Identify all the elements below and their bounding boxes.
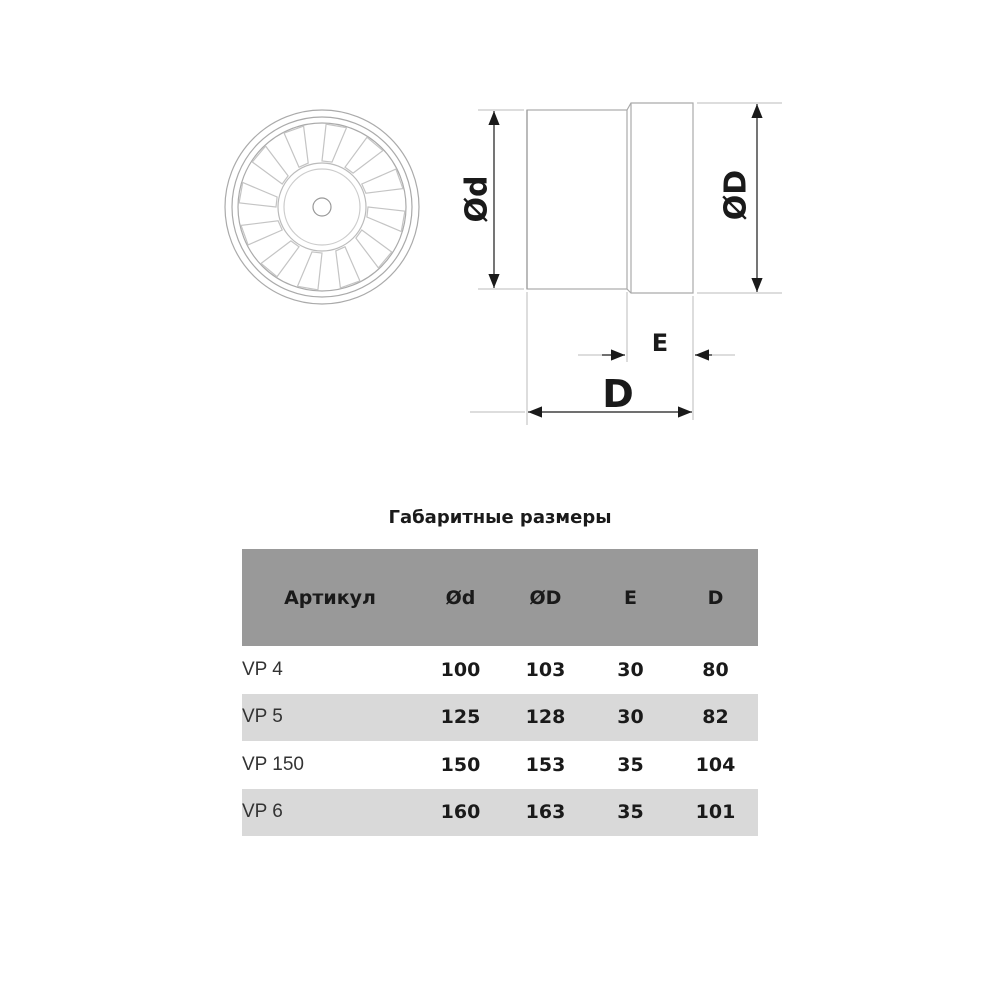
header-outer-diameter: ØD xyxy=(503,549,588,646)
cell-outer-diameter: 128 xyxy=(503,694,588,742)
outer-diameter-label: ØD xyxy=(718,169,754,221)
cell-article: VP 5 xyxy=(242,694,418,742)
header-d: D xyxy=(673,549,758,646)
dimensions-table xyxy=(242,549,758,836)
fan-blade xyxy=(362,169,403,193)
cell-d: 82 xyxy=(673,694,758,742)
cell-d: 80 xyxy=(702,658,729,681)
cell-inner-diameter: 125 xyxy=(418,694,503,742)
cell-e: 35 xyxy=(617,753,644,776)
total-length-label: D xyxy=(602,372,634,416)
fan-blade xyxy=(252,146,288,184)
cell-outer-diameter: 163 xyxy=(503,789,588,837)
cell-d: 104 xyxy=(695,753,736,776)
fan-blade xyxy=(345,137,383,173)
cell-e: 35 xyxy=(588,789,673,837)
cell-article: VP 4 xyxy=(242,658,283,680)
cell-article: VP 150 xyxy=(242,753,304,775)
fan-blade xyxy=(356,230,392,268)
header-article: Артикул xyxy=(242,549,418,646)
fan-blade xyxy=(336,247,360,288)
header-e: E xyxy=(588,549,673,646)
table-row xyxy=(242,789,758,837)
fan-blades xyxy=(239,124,405,290)
fan-blade xyxy=(241,221,282,245)
cell-article: VP 6 xyxy=(242,789,418,837)
collar-length-label: E xyxy=(651,329,669,357)
table-title: Габаритные размеры xyxy=(388,507,612,528)
dimension-lines xyxy=(494,104,757,412)
cell-e: 30 xyxy=(617,658,644,681)
cell-inner-diameter: 160 xyxy=(418,789,503,837)
table-row xyxy=(242,741,758,789)
table-row xyxy=(242,646,758,694)
fan-blade xyxy=(261,241,299,277)
fan-front-view xyxy=(225,110,419,304)
cell-outer-diameter: 103 xyxy=(525,658,566,681)
inner-diameter-label: Ød xyxy=(459,175,495,223)
fan-blade xyxy=(239,183,277,208)
table-header-row xyxy=(242,549,758,646)
fan-blade xyxy=(367,207,405,232)
header-inner-diameter: Ød xyxy=(418,549,503,646)
table-row xyxy=(242,694,758,742)
cell-inner-diameter: 150 xyxy=(440,753,481,776)
cell-e: 30 xyxy=(588,694,673,742)
fan-blade xyxy=(298,252,323,290)
fan-blade xyxy=(284,126,308,167)
fan-blade xyxy=(322,124,347,162)
fan-side-view xyxy=(527,103,693,293)
cell-outer-diameter: 153 xyxy=(525,753,566,776)
cell-d: 101 xyxy=(673,789,758,837)
cell-inner-diameter: 100 xyxy=(440,658,481,681)
fan-technical-drawing xyxy=(0,0,1000,470)
